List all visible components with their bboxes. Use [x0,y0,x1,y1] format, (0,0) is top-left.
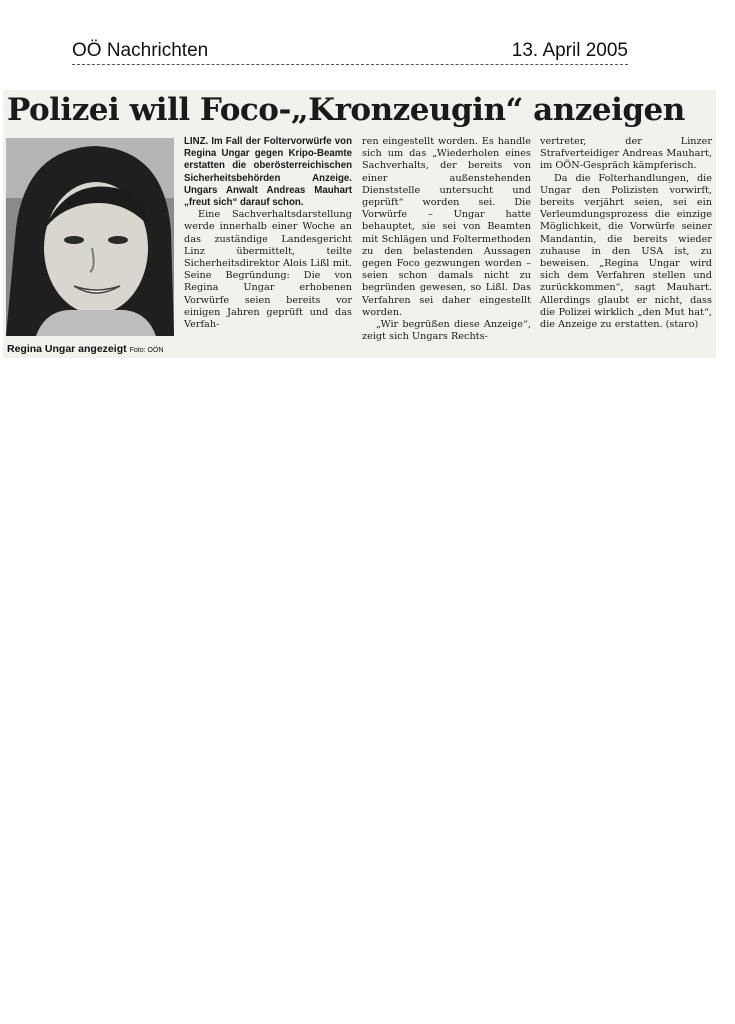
portrait-image [6,138,174,336]
article-column-2 [362,136,531,343]
article-lead: LINZ. Im Fall der Foltervorwürfe von Regina Ungar gegen Kripo-Beamte erstatten die oberösterreichischen Sicherheitsbehörden Anzeige. Ungars Anwalt Andreas Mauhart „freut sich“ darauf schon. [184,136,352,209]
caption-text: Regina Ungar angezeigt [7,343,127,355]
photo-credit: Foto: OÖN [129,347,164,354]
article-headline: Polizei will Foco-„Kronzeugin“ anzeigen [7,92,685,128]
article-column-1 [184,136,352,331]
article-column-3 [540,136,712,331]
photo-caption [7,343,163,355]
clipping-header [72,38,628,65]
column-1-paragraph: Eine Sachverhaltsdarstellung werde innerhalb einer Woche an das zuständige Landesgericht Linz übermittelt, teilte Sicherheitsdirektor Alois Lißl mit. Seine Begründung: Die von Regina Ungar erhobenen Vorwürfe seien bereits vor einigen Jahren geprüft und das Verfah- [184,209,352,331]
portrait-photo [6,138,174,336]
column-3-paragraph-2: Da die Folterhandlungen, die Ungar den Polizisten vorwirft, bereits verjährt seien, sei ein Verleumdungsprozess die einzige Möglichkeit, die Vorwürfe seiner Mandantin, die bereits wieder zuhause in den USA ist, zu beweisen. „Regina Ungar wird sich dem Verfahren stellen und zurückkommen“, sagt Mauhart. Allerdings glaubt er nicht, dass die Polizei wirklich „den Mut hat“, die Anzeige zu erstatten. (staro) [540,172,712,331]
newspaper-name: OÖ Nachrichten [72,40,209,61]
newspaper-clipping [3,90,716,358]
column-3-paragraph-1: vertreter, der Linzer Strafverteidiger Andreas Mauhart, im OÖN-Gespräch kämpferisch. [540,136,712,172]
column-2-paragraph-2: „Wir begrüßen diese Anzeige“, zeigt sich Ungars Rechts- [362,319,531,343]
publication-date: 13. April 2005 [511,40,628,61]
column-2-paragraph-1: ren eingestellt worden. Es handle sich um das „Wiederholen eines Sachverhalts, der bereits von einer außenstehenden Dienststelle untersucht und geprüft“ worden sei. Die Vorwürfe – Ungar hatte behauptet, sie sei von Beamten mit Schlägen und Foltermethoden zu den belastenden Aussagen gegen Foco gezwungen worden – seien schon damals nicht zu begründen gewesen, so Lißl. Das Verfahren sei daher eingestellt worden. [362,136,531,318]
